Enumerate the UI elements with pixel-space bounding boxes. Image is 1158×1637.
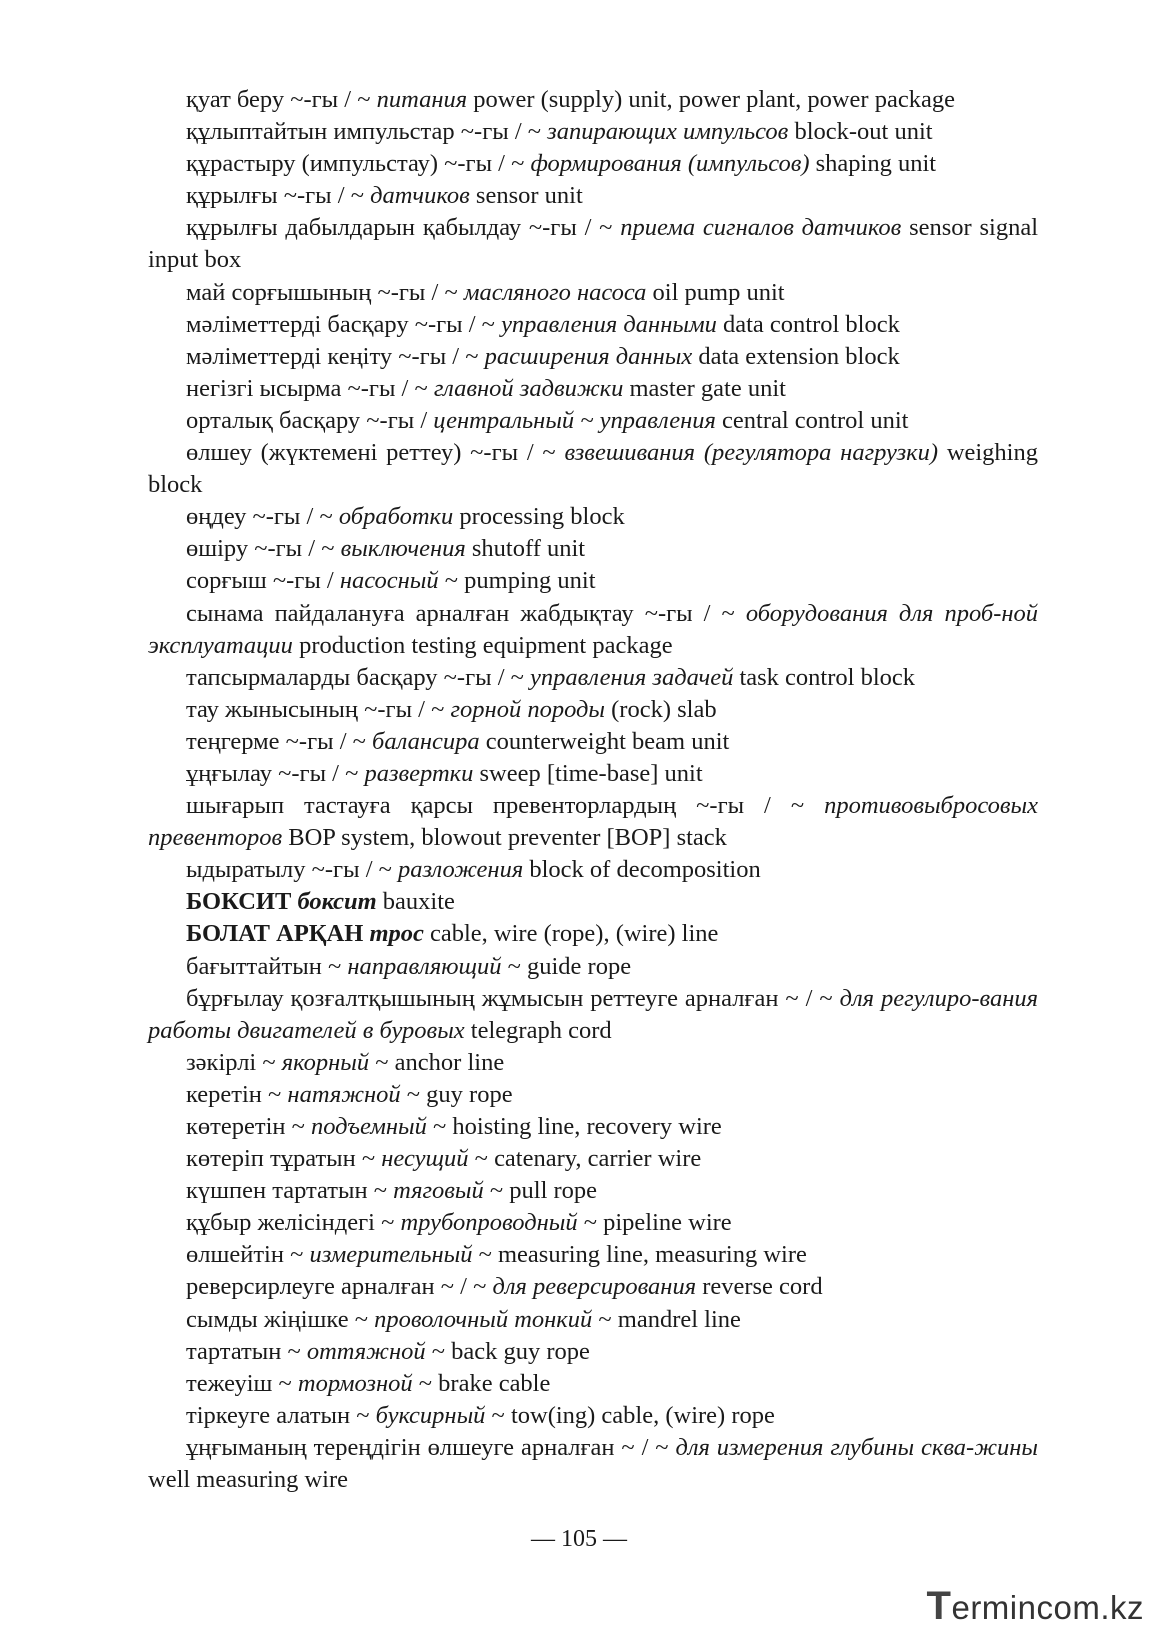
term-en: shutoff unit	[471, 535, 586, 563]
term-kz: көтеретін ~	[186, 1113, 305, 1140]
term-ru: противовыбросовых превенторов	[148, 792, 1038, 852]
dictionary-entries	[148, 84, 1038, 1496]
term-en: mandrel line	[617, 1305, 741, 1333]
term-ru: взвешивания (регулятора нагрузки)	[564, 439, 939, 467]
term-kz: өңдеу ~-гы / ~	[186, 503, 333, 531]
term-ru: оттяжной	[306, 1337, 426, 1365]
dictionary-entry	[148, 277, 1038, 309]
term-ru: балансира	[372, 727, 480, 755]
term-tilde: ~	[418, 1369, 433, 1397]
term-en: block-out unit	[794, 118, 933, 146]
term-en: anchor line	[394, 1048, 505, 1076]
page-number: — 105 —	[531, 1526, 627, 1552]
term-en: guide rope	[527, 952, 632, 980]
term-kz: өлшейтін ~	[186, 1241, 304, 1269]
term-ru: для реверсирования	[492, 1273, 697, 1301]
term-en: master gate unit	[629, 374, 786, 402]
term-en: processing block	[459, 503, 625, 531]
term-kz: сорғыш ~-гы /	[186, 567, 334, 595]
term-en: (rock) slab	[611, 695, 717, 723]
dictionary-entry	[148, 951, 1038, 983]
dictionary-entry	[148, 983, 1038, 1047]
term-kz: құрастыру (импульстау) ~-гы / ~	[186, 150, 525, 178]
dictionary-entry	[148, 533, 1038, 565]
term-kz: ұңғылау ~-гы / ~	[186, 759, 359, 787]
term-kz: негізгі ысырма ~-гы / ~	[186, 374, 428, 402]
term-kz: теңгерме ~-гы / ~	[186, 727, 366, 755]
dictionary-entry	[148, 790, 1038, 854]
term-en: pipeline wire	[603, 1209, 732, 1237]
term-kz: бұрғылау қозғалтқышының жұмысын реттеуге арналған ~ / ~	[186, 984, 833, 1012]
term-en: sensor unit	[475, 182, 583, 210]
term-ru: выключения	[340, 535, 466, 563]
term-kz: сынама пайдалануға арналған жабдықтау ~-гы / ~	[186, 599, 735, 627]
dictionary-entry	[148, 1143, 1038, 1175]
term-kz: шығарып тастауға қарсы превенторлардың ~-гы / ~	[186, 792, 805, 820]
term-kz: реверсирлеуге арналған ~ / ~	[186, 1273, 487, 1301]
term-en: sensor signal input box	[148, 214, 1038, 274]
term-en: cable, wire (rope), (wire) line	[430, 920, 719, 948]
term-ru: разложения	[398, 856, 524, 884]
dictionary-entry	[148, 148, 1038, 180]
headword-entry	[148, 918, 1038, 950]
dictionary-entry	[148, 212, 1038, 276]
dictionary-entry	[148, 598, 1038, 662]
headword-ru: боксит	[297, 888, 377, 916]
term-kz: сымды жіңішке ~	[186, 1305, 368, 1333]
dictionary-entry	[148, 1400, 1038, 1432]
term-en: brake cable	[438, 1369, 551, 1397]
term-kz: құбыр желісіндегі ~	[186, 1209, 395, 1237]
term-en: well measuring wire	[148, 1466, 349, 1494]
term-kz: күшпен тартатын ~	[186, 1177, 387, 1205]
term-ru: тормозной	[297, 1369, 413, 1397]
term-ru: управления задачей	[530, 663, 734, 691]
headword-ru: трос	[369, 920, 424, 948]
term-tilde: ~	[444, 567, 459, 595]
term-ru: измерительный	[309, 1241, 473, 1269]
dictionary-entry	[148, 116, 1038, 148]
term-tilde: ~	[598, 1305, 612, 1333]
term-ru: главной задвижки	[433, 374, 624, 402]
term-kz: көтеріп тұратын ~	[186, 1145, 376, 1173]
dictionary-entry	[148, 1175, 1038, 1207]
term-ru: запирающих импульсов	[547, 118, 789, 146]
term-kz: тапсырмаларды басқару ~-гы / ~	[186, 663, 524, 691]
dictionary-entry	[148, 758, 1038, 790]
dictionary-entry	[148, 405, 1038, 437]
dictionary-entry	[148, 1239, 1038, 1271]
term-ru: управления данными	[501, 310, 717, 338]
term-tilde: ~	[489, 1177, 504, 1205]
term-ru: трубопроводный	[400, 1209, 578, 1237]
dictionary-entry	[148, 694, 1038, 726]
term-ru: датчиков	[370, 182, 470, 210]
term-en: power (supply) unit, power plant, power package	[473, 86, 955, 113]
headword-kz: БОКСИТ	[186, 888, 292, 916]
term-en: pumping unit	[464, 567, 596, 595]
term-en: back guy rope	[451, 1337, 590, 1365]
term-tilde: ~	[491, 1401, 505, 1429]
dictionary-entry	[148, 341, 1038, 373]
term-ru: масляного насоса	[463, 278, 647, 306]
term-en: central control unit	[722, 406, 909, 434]
term-en: sweep [time-base] unit	[479, 759, 703, 787]
dictionary-entry	[148, 501, 1038, 533]
term-tilde: ~	[433, 1113, 447, 1140]
dictionary-entry	[148, 726, 1038, 758]
dictionary-entry	[148, 1111, 1038, 1143]
term-ru: приема сигналов датчиков	[620, 214, 902, 242]
term-tilde: ~	[583, 1209, 597, 1237]
term-en: BOP system, blowout preventer [BOP] stack	[288, 824, 727, 852]
term-en: data extension block	[698, 342, 900, 370]
dictionary-entry	[148, 1079, 1038, 1111]
term-tilde: ~	[406, 1080, 421, 1108]
term-kz: тау жынысының ~-гы / ~	[186, 695, 445, 723]
term-ru: оборудования для проб-ной эксплуатации	[148, 599, 1039, 659]
term-ru: питания	[376, 86, 468, 113]
dictionary-entry	[148, 565, 1038, 597]
term-tilde: ~	[375, 1048, 389, 1076]
term-en: reverse cord	[702, 1273, 823, 1301]
dictionary-entry	[148, 1047, 1038, 1079]
term-ru: натяжной	[287, 1080, 401, 1108]
term-en: task control block	[739, 663, 916, 691]
dictionary-entry	[148, 180, 1038, 212]
term-kz: құлыптайтын импульстар ~-гы / ~	[186, 118, 542, 146]
dictionary-entry	[148, 1304, 1038, 1336]
term-ru: буксирный	[375, 1401, 486, 1429]
term-kz: ұңғыманың тереңдігін өлшеуге арналған ~ / ~	[186, 1433, 669, 1461]
term-ru: направляющий	[347, 952, 502, 980]
term-kz: ыдыратылу ~-гы / ~	[186, 856, 392, 884]
term-en: hoisting line, recovery wire	[452, 1113, 722, 1140]
term-ru: горной породы	[450, 695, 605, 723]
term-en: shaping unit	[815, 150, 937, 178]
dictionary-entry	[148, 1336, 1038, 1368]
headword-kz: БОЛАТ АРҚАН	[186, 920, 364, 948]
dictionary-entry	[148, 84, 1038, 116]
term-tilde: ~	[478, 1241, 492, 1269]
term-kz: тартатын ~	[186, 1337, 301, 1365]
dictionary-entry	[148, 662, 1038, 694]
dictionary-entry	[148, 309, 1038, 341]
term-en: oil pump unit	[652, 278, 785, 306]
term-kz: өлшеу (жүктемені реттеу) ~-гы / ~	[186, 439, 556, 467]
term-ru: формирования (импульсов)	[530, 150, 810, 178]
term-kz: тіркеуге алатын ~	[186, 1401, 370, 1429]
term-en: pull rope	[509, 1177, 598, 1205]
dictionary-entry	[148, 1271, 1038, 1303]
term-ru: насосный	[339, 567, 439, 595]
term-en: weighing block	[148, 439, 1038, 499]
dictionary-entry	[148, 1432, 1038, 1496]
term-en: catenary, carrier wire	[494, 1145, 702, 1173]
term-ru: для регулиро-вания работы двигателей в буровых	[148, 984, 1038, 1044]
term-en: measuring line, measuring wire	[497, 1241, 807, 1269]
dictionary-entry	[148, 373, 1038, 405]
term-en: tow(ing) cable, (wire) rope	[510, 1401, 775, 1429]
term-ru: якорный	[281, 1048, 370, 1076]
term-ru: обработки	[338, 503, 454, 531]
term-kz: мәліметтерді басқару ~-гы / ~	[186, 310, 495, 338]
dictionary-entry	[148, 1368, 1038, 1400]
terminco-watermark-logo: Termincom.kz	[926, 1584, 1144, 1628]
term-ru: несущий	[381, 1145, 469, 1173]
term-tilde: ~	[431, 1337, 446, 1365]
term-kz: бағыттайтын ~	[186, 952, 342, 980]
term-ru: расширения данных	[484, 342, 693, 370]
term-ru: подъемный	[311, 1113, 427, 1140]
term-kz: зәкірлі ~	[186, 1048, 276, 1076]
term-en: data control block	[722, 310, 900, 338]
term-kz: май сорғышының ~-гы / ~	[186, 278, 458, 306]
term-en: bauxite	[382, 888, 455, 916]
term-en: counterweight beam unit	[485, 727, 730, 755]
dictionary-entry	[148, 1207, 1038, 1239]
term-tilde: ~	[507, 952, 521, 980]
term-kz: құрылғы ~-гы / ~	[186, 182, 364, 210]
term-kz: орталық басқару ~-гы /	[186, 406, 428, 434]
term-ru: тяговый	[393, 1177, 484, 1205]
term-ru: проволочный тонкий	[374, 1305, 593, 1333]
term-en: production testing equipment package	[299, 631, 673, 659]
term-en: telegraph cord	[470, 1016, 612, 1044]
term-en: guy rope	[426, 1080, 513, 1108]
term-kz: өшіру ~-гы / ~	[186, 535, 335, 563]
term-ru: для измерения глубины сква-жины	[675, 1433, 1039, 1461]
dictionary-entry	[148, 437, 1038, 501]
term-kz: керетін ~	[186, 1080, 282, 1108]
dictionary-entry	[148, 854, 1038, 886]
term-kz: қуат беру ~-гы / ~	[186, 86, 371, 113]
term-ru: центральный ~ управления	[433, 406, 716, 434]
term-en: block of decomposition	[529, 856, 761, 884]
headword-entry	[148, 886, 1038, 918]
term-kz: мәліметтерді кеңіту ~-гы / ~	[186, 342, 479, 370]
term-kz: тежеуіш ~	[186, 1369, 292, 1397]
term-tilde: ~	[474, 1145, 488, 1173]
term-ru: развертки	[364, 759, 474, 787]
term-kz: құрылғы дабылдарын қабылдау ~-гы / ~	[186, 214, 613, 242]
